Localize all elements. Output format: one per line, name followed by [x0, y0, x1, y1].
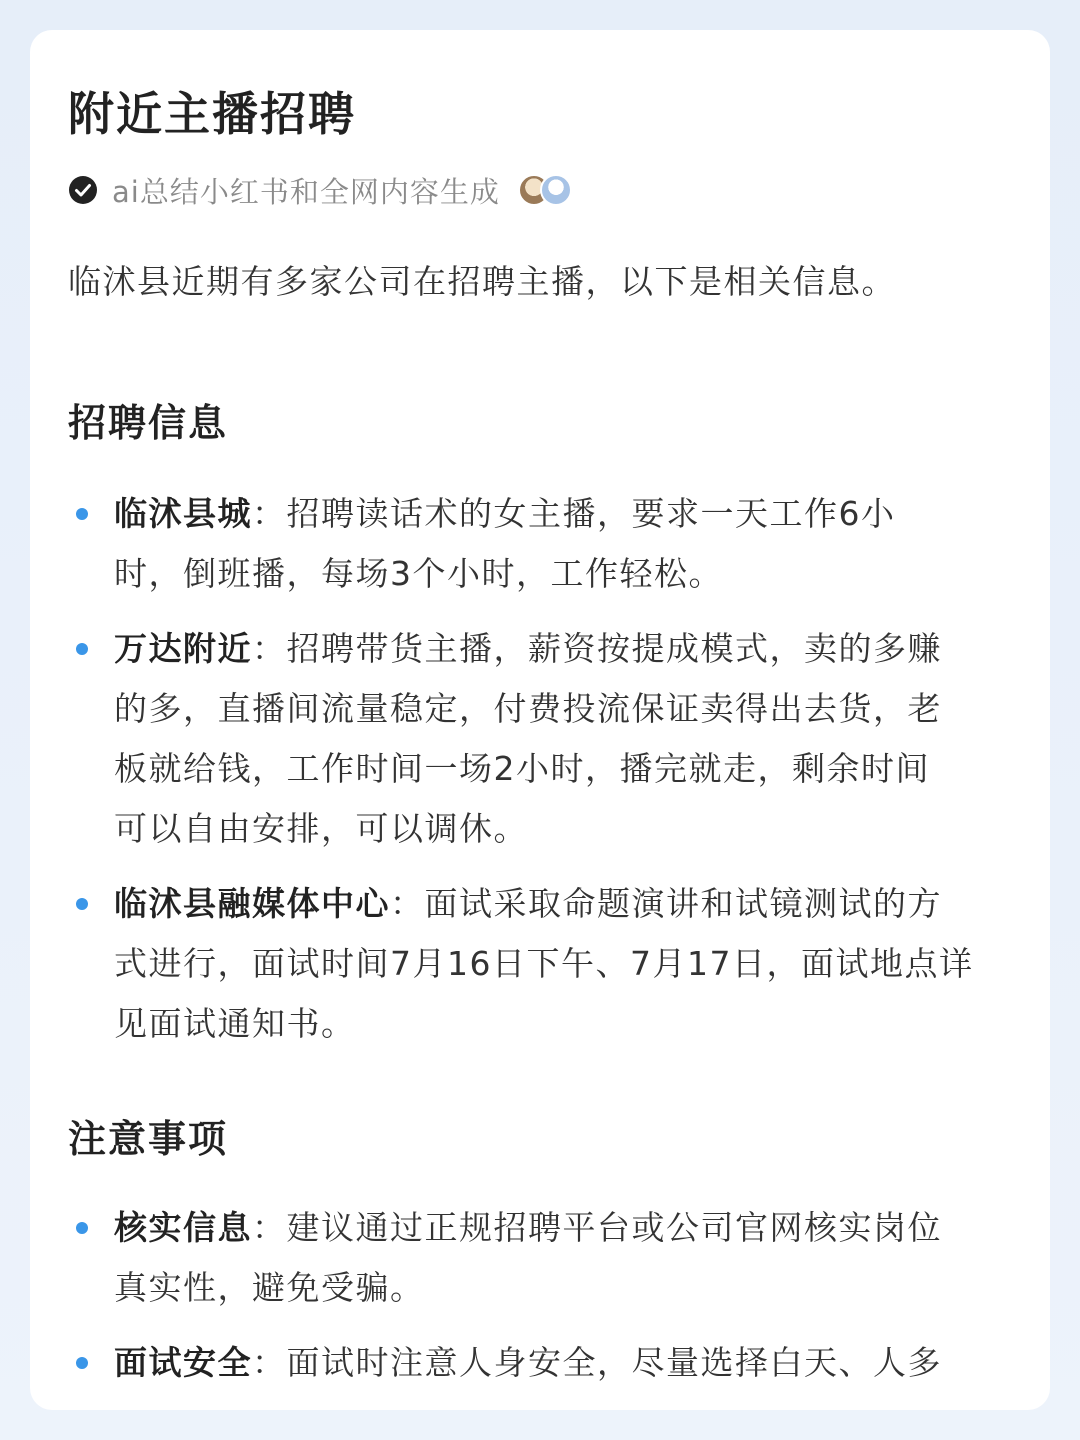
- list-item-text: 万达附近：招聘带货主播，薪资按提成模式，卖的多赚 的多，直播间流量稳定，付费投流保证卖得出去货，老 板就给钱，工作时间一场2小时，播完就走，剩余时间 可以自由安排，可以调休。: [114, 629, 942, 848]
- list-item-text: 临沭县融媒体中心：面试采取命题演讲和试镜测试的方 式进行，面试时间7月16日下午、7月17日，面试地点详 见面试通知书。: [114, 884, 974, 1043]
- list-item-label: 临沭县城: [114, 494, 252, 533]
- content-card: [30, 30, 1050, 1410]
- list-item-label: 核实信息: [114, 1208, 252, 1247]
- bullet-dot: [76, 898, 88, 910]
- section-title: 招聘信息: [68, 401, 229, 445]
- list-item-label: 临沭县融媒体中心: [114, 884, 390, 923]
- page-title: 附近主播招聘: [68, 87, 356, 141]
- bullet-dot: [76, 1222, 88, 1234]
- bullet-dot: [76, 643, 88, 655]
- list-item-label: 面试安全: [114, 1343, 252, 1382]
- list-item-text: 核实信息：建议通过正规招聘平台或公司官网核实岗位 真实性，避免受骗。: [114, 1208, 942, 1307]
- avatar: [540, 174, 572, 206]
- source-text: ai总结小红书和全网内容生成: [112, 174, 500, 209]
- list-item-text: 临沭县城：招聘读话术的女主播，要求一天工作6小 时，倒班播，每场3个小时，工作轻松。: [114, 494, 896, 593]
- list-item-text: 面试安全：面试时注意人身安全，尽量选择白天、人多: [114, 1343, 942, 1382]
- avatar-group: [518, 174, 572, 206]
- list-item-label: 万达附近: [114, 629, 252, 668]
- intro-text: 临沭县近期有多家公司在招聘主播，以下是相关信息。: [68, 262, 896, 301]
- source-line: [68, 170, 572, 210]
- section-title: 注意事项: [68, 1117, 229, 1161]
- bullet-dot: [76, 1357, 88, 1369]
- bullet-dot: [76, 508, 88, 520]
- check-circle-icon: [68, 175, 98, 205]
